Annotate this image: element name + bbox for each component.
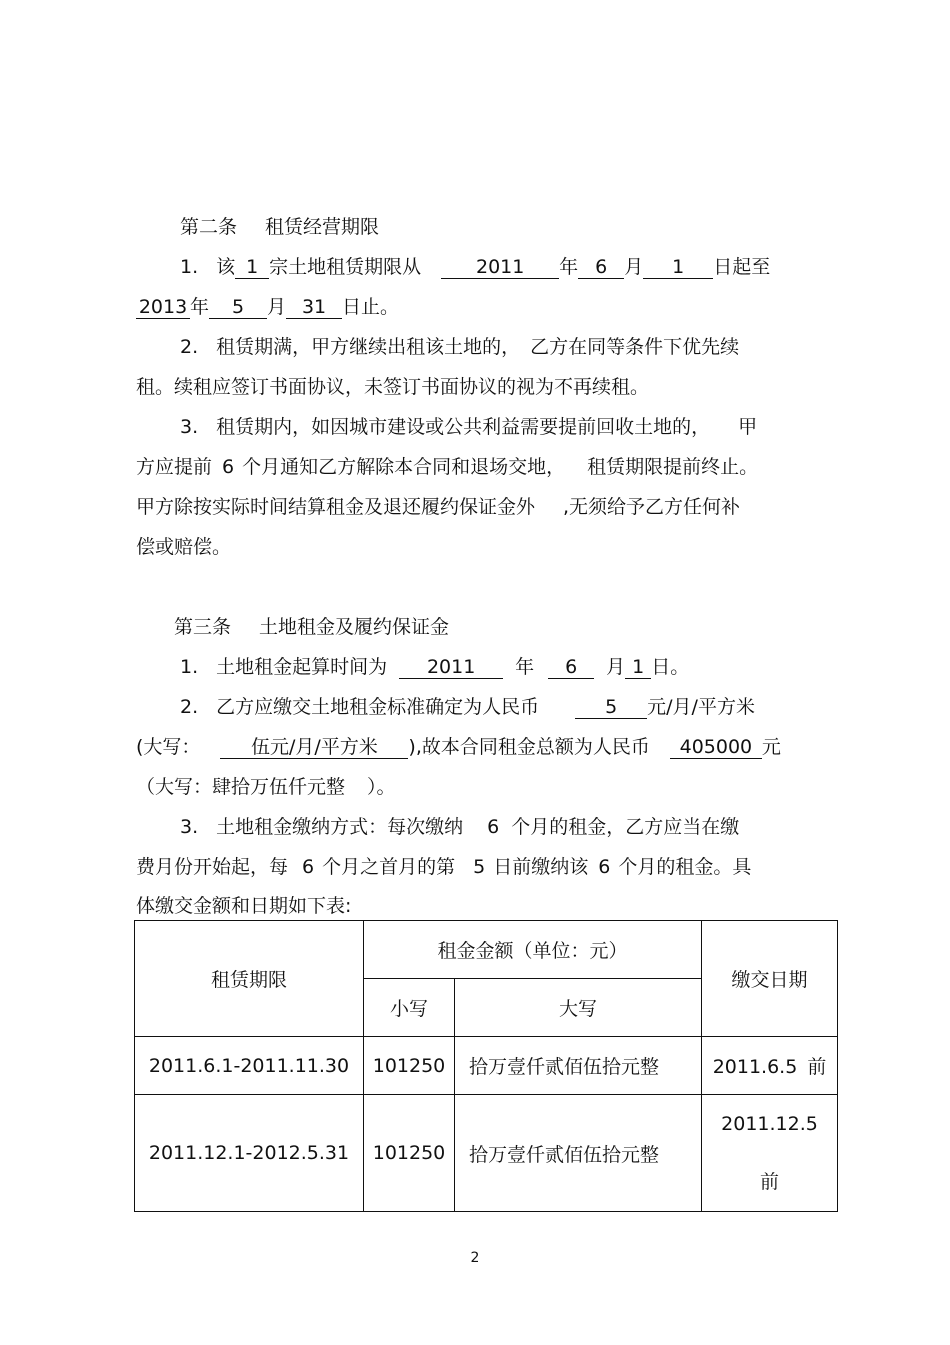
article-3-clause-2-line-1: 2. 乙方应缴交土地租金标准确定为人民币 5 元/月/平方米 [180, 696, 755, 718]
article-2-clause-1-line-2: 2013 年 5 月 31 日止。 [136, 294, 399, 320]
article-3-clause-2-line-2: (大写： 伍元/月/平方米 ),故本合同租金总额为人民币 405000 元 [136, 736, 781, 758]
header-lease-period: 租赁期限 [135, 921, 364, 1037]
cell-period: 2011.6.1-2011.11.30 [135, 1037, 364, 1095]
article-2-number: 第二条 [180, 216, 238, 238]
article-3-clause-1: 1. 土地租金起算时间为 2011 年 6 月 1 日。 [180, 656, 690, 678]
lease-start-day-field: 1 [643, 256, 713, 279]
article-3-clause-3-line-1: 3. 土地租金缴纳方式：每次缴纳 6 个月的租金，乙方应当在缴 [180, 816, 740, 838]
lease-end-day-field: 31 [286, 296, 342, 319]
rent-start-day-field: 1 [625, 656, 651, 679]
article-2-clause-3-line-4: 偿或赔偿。 [136, 536, 232, 558]
article-2-clause-2-line-1: 2. 租赁期满，甲方继续出租该土地的， 乙方在同等条件下优先续 [180, 336, 740, 358]
rent-total-field: 405000 [670, 736, 762, 759]
table-row [135, 1095, 838, 1212]
cell-amount-in-words: 拾万壹仟贰佰伍拾元整 [455, 1037, 702, 1095]
article-2-clause-3-line-1: 3. 租赁期内，如因城市建设或公共利益需要提前回收土地的， 甲 [180, 416, 758, 438]
article-3-clause-3-line-3: 体缴交金额和日期如下表: [136, 895, 352, 917]
table-header-row [135, 921, 838, 979]
header-amount-in-words: 大写 [455, 979, 702, 1037]
article-3-number: 第三条 [174, 616, 232, 638]
article-2-clause-3-line-3: 甲方除按实际时间结算租金及退还履约保证金外 ,无须给予乙方任何补 [136, 496, 741, 518]
cell-amount-in-words: 拾万壹仟贰佰伍拾元整 [455, 1095, 702, 1212]
article-3-heading [174, 614, 449, 640]
rent-start-month-field: 6 [548, 656, 594, 679]
rent-rate-field: 5 [575, 696, 647, 719]
article-2-heading [180, 214, 379, 240]
lease-end-year-field: 2013 [136, 296, 190, 319]
header-rent-amount: 租金金额（单位：元） [364, 921, 702, 979]
article-2-clause-1-line-1: 1. 该 1 宗土地租赁期限从 2011 年 6 月 1 日起至 [180, 256, 771, 278]
lease-start-year-field: 2011 [441, 256, 559, 279]
cell-payment-date: 2011.12.5 前 [702, 1095, 838, 1212]
article-3-clause-3-line-2: 费月份开始起，每 6 个月之首月的第 5 日前缴纳该 6 个月的租金。具 [136, 856, 752, 878]
rent-rate-in-words-field: 伍元/月/平方米 [220, 736, 408, 759]
article-2-title: 租赁经营期限 [265, 216, 380, 238]
lease-start-month-field: 6 [578, 256, 624, 279]
header-amount-numeric: 小写 [364, 979, 455, 1037]
article-2-clause-2-line-2: 租。续租应签订书面协议，未签订书面协议的视为不再续租。 [136, 376, 650, 398]
rent-start-year-field: 2011 [399, 656, 503, 679]
table-row [135, 1037, 838, 1095]
cell-amount-numeric: 101250 [364, 1037, 455, 1095]
cell-amount-numeric: 101250 [364, 1095, 455, 1212]
cell-payment-date: 2011.6.5 前 [702, 1037, 838, 1095]
cell-period: 2011.12.1-2012.5.31 [135, 1095, 364, 1212]
article-3-title: 土地租金及履约保证金 [259, 616, 450, 638]
lease-end-month-field: 5 [209, 296, 267, 319]
header-payment-date: 缴交日期 [702, 921, 838, 1037]
article-3-clause-2-line-3: （大写：肆拾万伍仟元整 ）。 [136, 776, 396, 798]
page-number: 2 [470, 1250, 480, 1266]
article-2-clause-3-line-2: 方应提前 6 个月通知乙方解除本合同和退场交地， 租赁期限提前终止。 [136, 456, 759, 478]
payment-schedule-table [134, 920, 838, 1212]
parcel-count-field: 1 [235, 256, 269, 279]
